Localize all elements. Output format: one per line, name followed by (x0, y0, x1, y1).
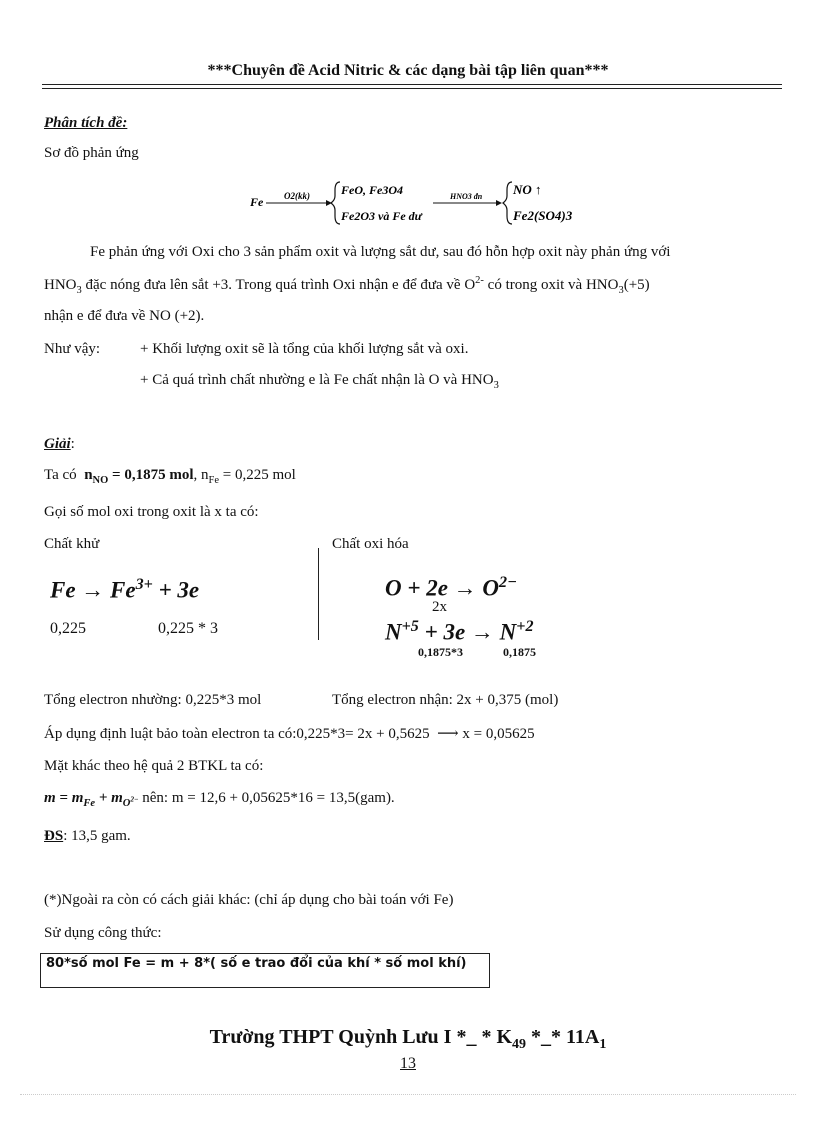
document-header: ***Chuyên đề Acid Nitric & các dạng bài tập liên quan*** (207, 62, 609, 79)
given-values: Ta có $n_{NO} = 0,1875$ mol, $n_{Fe} = 0,225$ mol (44, 467, 296, 486)
scheme-reagent-1: O2(kk) (284, 191, 310, 201)
reducer-heading: Chất khử (44, 536, 100, 552)
answer: ĐS: 13,5 gam. (44, 828, 131, 844)
arrow-icon (496, 200, 502, 206)
conservation-line: Áp dụng định luật bảo toàn electron ta có:0,225*3= 2x + 0,5625 ⟶ x = 0,05625 (44, 726, 535, 742)
brace-icon (503, 182, 512, 224)
mass-intro: Mặt khác theo hệ quả 2 BTKL ta có: (44, 758, 264, 774)
oxidizer-heading: Chất oxi hóa (332, 536, 409, 552)
o-half-equation: $O + 2e \to O^{2-}$ (385, 574, 517, 601)
analysis-para-line1: Fe phản ứng với Oxi cho 3 sản phẩm oxit và lượng sắt dư, sau đó hỗn hợp oxit này phản ứng với (90, 244, 671, 260)
mass-equation: $m = m_{Fe} + m_{O^{2-}}$ nên: m = 12,6 + 0,05625*16 = 13,5(gam). (44, 790, 395, 809)
arrow-icon: ⟶ (437, 726, 459, 742)
bullet-2: + Cả quá trình chất nhường e là Fe chất nhận là O và $HNO_3$ (140, 372, 499, 391)
formula-text: 80*số mol Fe = m + 8*( số e trao đổi của khí * số mol khí) (46, 956, 467, 971)
fe-half-equation: $Fe \to Fe^{3+} + 3e$ (50, 576, 200, 603)
column-divider (318, 548, 319, 640)
alt-use: Sử dụng công thức: (44, 925, 162, 941)
total-given: Tổng electron nhường: 0,225*3 mol (44, 692, 262, 708)
fe-value-1: 0,225 (50, 620, 86, 637)
brace-icon (331, 182, 340, 224)
header-rule (42, 84, 782, 85)
footer-school: Trường THPT Quỳnh Lưu I *_ * $K_{49}$ *_* $11A_1$ (209, 1026, 607, 1052)
n-value-1: 0,1875*3 (418, 645, 463, 659)
n-half-equation: $N^{+5} + 3e \to N^{+2}$ (385, 618, 534, 645)
analysis-para-line3: nhận e để đưa về NO (+2). (44, 308, 205, 324)
scheme-prod-2: Fe2(SO4)3 (513, 208, 573, 223)
nhu-vay-label: Như vậy: (44, 341, 101, 357)
scheme-mid-1: FeO, Fe3O4 (341, 183, 403, 197)
page-edge (20, 1094, 796, 1095)
scheme-reactant: Fe (250, 195, 264, 209)
scheme-mid-2: Fe2O3 và Fe dư (341, 209, 422, 223)
page-number: 13 (400, 1055, 416, 1072)
scheme-prod-1: NO ↑ (513, 182, 542, 197)
solution-heading: Giải: (44, 436, 75, 452)
total-received: Tổng electron nhận: 2x + 0,375 (mol) (332, 692, 559, 708)
o-value: 2x (432, 599, 447, 615)
analysis-heading: Phân tích đề: (44, 115, 128, 131)
header-rule-thin (42, 88, 782, 89)
n-value-2: 0,1875 (503, 645, 536, 659)
setup-line: Gọi số mol oxi trong oxit là x ta có: (44, 504, 259, 520)
scheme-reagent-2: HNO3 đn (450, 192, 483, 201)
scheme-label: Sơ đồ phản ứng (44, 145, 139, 161)
analysis-para-line2: $HNO_3$ đặc nóng đưa lên sắt +3. Trong quá trình Oxi nhận e để đưa về $O^{2-}$ có trong oxit và $HNO_3(+5)$ (44, 275, 650, 296)
fe-value-2: 0,225 * 3 (158, 620, 218, 637)
reaction-scheme (240, 172, 600, 228)
alt-note: (*)Ngoài ra còn có cách giải khác: (chỉ áp dụng cho bài toán với Fe) (44, 892, 454, 908)
bullet-1: + Khối lượng oxit sẽ là tổng của khối lượng sắt và oxi. (140, 341, 469, 357)
